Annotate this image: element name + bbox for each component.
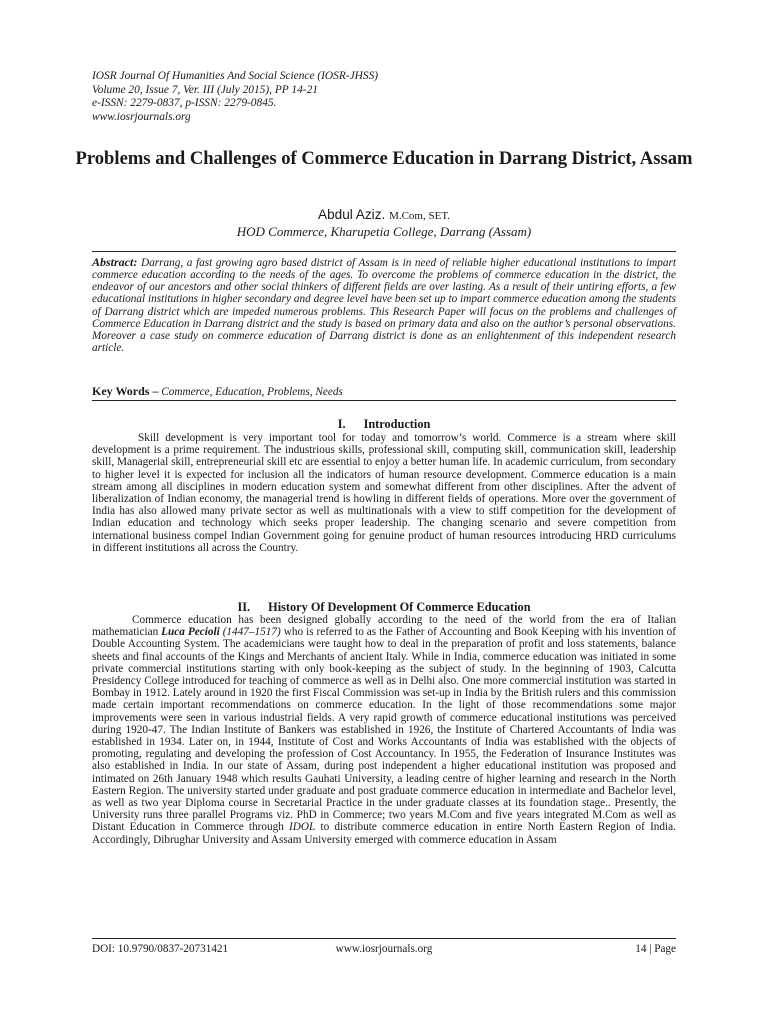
abstract-label: Abstract: (92, 255, 138, 269)
author-qualifications: M.Com, SET. (389, 210, 450, 222)
section-heading-history (92, 600, 676, 615)
footer-doi: DOI: 10.9790/0837-20731421 (92, 943, 229, 955)
history-text-part: Commerce education has been designed globally according to the need of the world from the era of Italian mathematician (92, 614, 676, 639)
journal-issn: e-ISSN: 2279-0837, p-ISSN: 2279-0845. (92, 97, 277, 110)
footer-website: www.iosrjournals.org (335, 943, 433, 955)
history-paragraph (92, 614, 676, 846)
section-number: II. (237, 600, 251, 614)
history-text-part: to distribute commerce education in entire North Eastern Region of India. Accordingly, Dibrughar University and Assam University emerged with commerce education in Assam (92, 821, 676, 846)
page-footer (92, 942, 676, 956)
mathematician-name: Luca Pecioli (161, 626, 220, 639)
footer-page-number: 14 | Page (635, 943, 676, 955)
keywords (92, 385, 676, 399)
mathematician-years: (1447–1517) (222, 626, 281, 639)
section-title: History Of Development Of Commerce Education (268, 600, 531, 614)
author-affiliation: HOD Commerce, Kharupetia College, Darrang (Assam) (236, 224, 532, 239)
abstract-text: Darrang, a fast growing agro based district of Assam is in need of reliable higher educational institutions to impart commerce education according to the needs of the ages. To overcome the problems of commerce education in the district, the endeavor of our ancestors and other social thinkers of different fields are over lasting. As a result of their untiring efforts, a few educational institutions in higher secondary and degree level have been set up to impart commerce education among the students of Darrang district which are impeded numerous problems. This Research Paper will focus on the problems and challenges of Commerce Education in Darrang district and the study is based on primary data and also on the author’s personal observations. Moreover a case study on commerce education of Darrang district is done as an enlightenment of this independent research article. (92, 257, 676, 355)
keywords-label: Key Words – (92, 384, 159, 398)
journal-website: www.iosrjournals.org (92, 110, 191, 123)
journal-name: IOSR Journal Of Humanities And Social Science (IOSR-JHSS) (92, 70, 379, 82)
author-line (70, 207, 698, 222)
history-text-part: who is referred to as the Father of Accounting and Book Keeping with his invention of Double Accounting System. The academicians were taught how to deal in the preparation of profit and loss statements, balance sheets and final accounts of the Kings and Merchants of ancient Italy. While in India, commerce education was initiated in some private commercial institutions starting with only book-keeping as the subject of study. In the beginning of 1903, Calcutta Presidency College introduced for teaching of commerce as well as in Delhi also. One more commercial institution was started in Bombay in 1912. Lately around in 1920 the first Fiscal Commission was set-up in India by the British rulers and this commission made certain important recommendations on commerce education. In the light of those recommendations some major improvements were seen in various industrial fields. A very rapid growth of commerce educational institutions was perceived during 1920-47. The Indian Institute of Bankers was established in 1926, the Institute of Chartered Accountants of India was established in 1934. Later on, in 1944, Institute of Cost and Works Accountants of India was established with the objects of promoting, regulating and developing the profession of Cost Accountancy. In 1955, the Federation of Insurance Institutes was also established in India. In our state of Assam, during post independent a higher educational institution was proposed and intimated on 26th January 1948 which results Gauhati University, a leading centre of higher learning and research in the North Eastern Region. The university started under graduate and post graduate commerce education in intermediate and Bachelor level, as well as two year Diploma course in Secretarial Practice in the under graduate classes at its foundation stage.. Presently, the University runs three parallel Programs viz. PhD in Commerce; two years M.Com and five years integrated M.Com as well as Distant Education in Commerce through (92, 626, 676, 834)
journal-header (92, 70, 592, 124)
section-heading-introduction (92, 417, 676, 432)
footer-rule (92, 938, 676, 939)
introduction-paragraph: Skill development is very important tool for today and tomorrow’s world. Commerce is a stream where skill development is a prime requirement. The industrious skills, professional skill, computing skill, communication skill, leadership skill, Managerial skill, entrepreneurial skill etc are essential to enjoy a better human life. In academic curriculum, from secondary to higher level it is expected for inclusion all the indicators of human resource development. Commerce education is a main stream among all disciplines in modern education system and somewhat different from other disciplines. After the advent of liberalization of Indian economy, the managerial trend is howling in different fields of operations. More over the government of India has also allowed many private sector as well as multinationals with a view to stiff competition for the development of Indian education and technology which seeks proper leadership. The changing scenario and severe competition from international business compel Indian Government going for genuine product of human resources introducing HRD curriculums in different institutions all across the Country. (92, 432, 676, 554)
abstract-top-rule (92, 251, 676, 252)
author-name: Abdul Aziz. (318, 207, 386, 222)
keywords-text: Commerce, Education, Problems, Needs (161, 386, 343, 398)
idol-term: IDOL (289, 821, 316, 834)
paper-title: Problems and Challenges of Commerce Education in Darrang District, Assam (75, 148, 693, 169)
journal-volume: Volume 20, Issue 7, Ver. III (July 2015), PP 14-21 (92, 83, 318, 96)
abstract (92, 256, 676, 354)
section-number: I. (337, 417, 346, 431)
section-title: Introduction (363, 417, 431, 431)
abstract-bottom-rule (92, 400, 676, 401)
